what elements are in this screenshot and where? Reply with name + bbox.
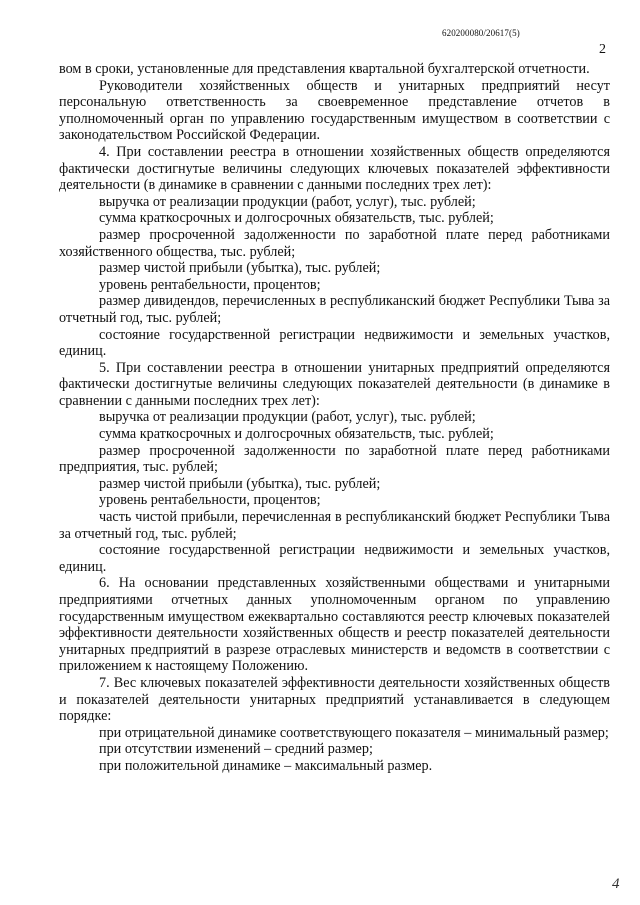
- list-item: уровень рентабельности, процентов;: [99, 492, 321, 509]
- list-item: размер чистой прибыли (убытка), тыс. рублей;: [99, 260, 381, 277]
- paragraph: Руководители хозяйственных обществ и унитарных предприятий несут персональную ответственность за своевременное представление отчетов в уполномоченный орган по управлению государственным имуществом в соответствии с законодательством Российской Федерации.: [59, 77, 610, 144]
- paragraph: вом в сроки, установленные для представления квартальной бухгалтерской отчетности.: [59, 61, 590, 77]
- list-item: состояние государственной регистрации недвижимости и земельных участков, единиц.: [59, 542, 610, 575]
- document-code: 620200080/20617(5): [442, 28, 520, 38]
- paragraph: 6. На основании представленных хозяйственными обществами и унитарными предприятиями отчетных данных уполномоченным органом по управлению государственным имуществом ежеквартально составляются реестр ключевых показателей эффективности деятельности хозяйственных обществ и реестр показателей деятельности унитарных предприятий в разрезе отраслевых министерств и ведомств в соответствии с приложением к настоящему Положению.: [59, 575, 610, 675]
- paragraph: 7. Вес ключевых показателей эффективности деятельности хозяйственных обществ и показателей деятельности унитарных предприятий устанавливается в следующем порядке:: [59, 674, 610, 725]
- list-item: размер просроченной задолженности по заработной плате перед работниками предприятия, тыс. рублей;: [59, 442, 610, 476]
- handwritten-mark: 4: [612, 876, 620, 892]
- list-item: уровень рентабельности, процентов;: [99, 276, 321, 293]
- page-number: 2: [599, 42, 606, 57]
- list-item: выручка от реализации продукции (работ, услуг), тыс. рублей;: [99, 193, 476, 210]
- list-item: сумма краткосрочных и долгосрочных обязательств, тыс. рублей;: [99, 210, 494, 227]
- document-body: [59, 61, 610, 775]
- list-item: размер дивидендов, перечисленных в республиканский бюджет Республики Тыва за отчетный год, тыс. рублей;: [59, 293, 610, 326]
- paragraph: 4. При составлении реестра в отношении хозяйственных обществ определяются фактически достигнутые величины следующих ключевых показателей эффективности деятельности (в динамике в сравнении с данными последних трех лет):: [59, 143, 610, 194]
- list-item: при положительной динамике – максимальный размер.: [99, 757, 433, 774]
- list-item: размер просроченной задолженности по заработной плате перед работниками хозяйственного общества, тыс. рублей;: [59, 226, 610, 260]
- list-item: сумма краткосрочных и долгосрочных обязательств, тыс. рублей;: [99, 426, 494, 443]
- list-item: состояние государственной регистрации недвижимости и земельных участков, единиц.: [59, 326, 610, 360]
- list-item: часть чистой прибыли, перечисленная в республиканский бюджет Республики Тыва за отчетный год, тыс. рублей;: [59, 509, 610, 542]
- paragraph: 5. При составлении реестра в отношении унитарных предприятий определяются фактически достигнутые величины следующих показателей деятельности (в динамике в сравнении с данными последних трех лет):: [59, 359, 610, 409]
- list-item: при отсутствии изменений – средний размер;: [99, 741, 373, 758]
- list-item: размер чистой прибыли (убытка), тыс. рублей;: [99, 475, 381, 492]
- list-item: при отрицательной динамике соответствующего показателя – минимальный размер;: [99, 724, 609, 741]
- list-item: выручка от реализации продукции (работ, услуг), тыс. рублей;: [99, 409, 476, 426]
